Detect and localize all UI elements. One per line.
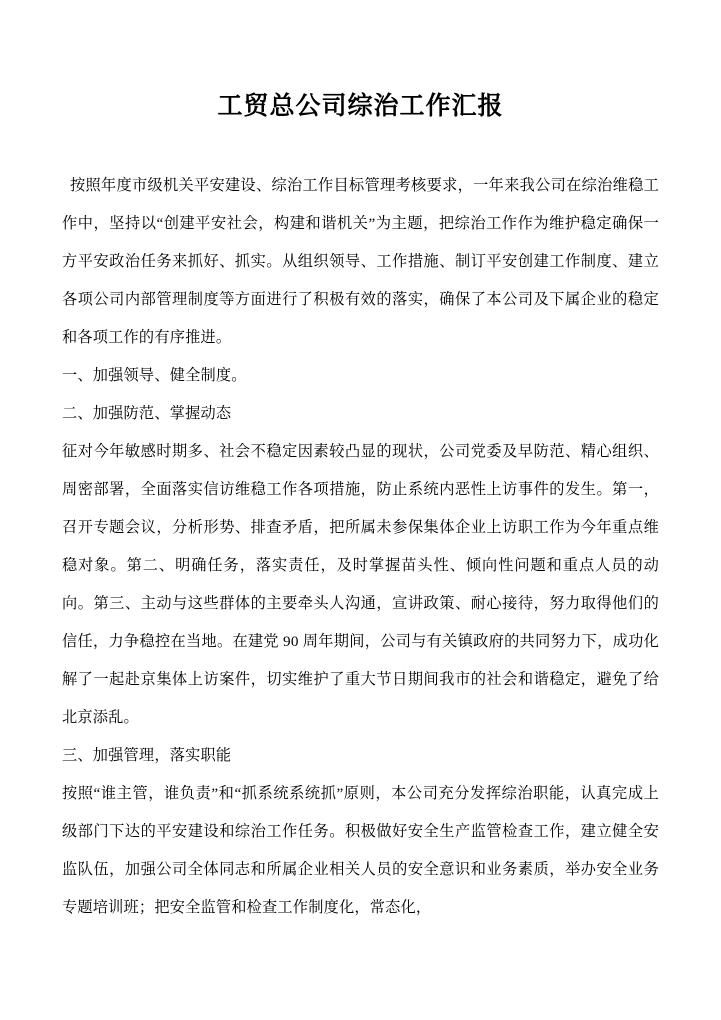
paragraph-3: 二、加强防范、掌握动态 <box>62 405 232 422</box>
paragraph-4: 征对今年敏感时期多、社会不稳定因素较凸显的现状，公司党委及早防范、精心组织、周密部署，全面落实信访维稳工作各项措施，防止系统内恶性上访事件的发生。第一，召开专题会议，分析形势、排查矛盾，把所属未参保集体企业上访职工作为今年重点维稳对象。第二、明确任务，落实责任，及时掌握苗头性、倾向性问题和重点人员的动向。第三、主动与这些群体的主要牵头人沟通，宣讲政策、耐心接待，努力取得他们的信任，力争稳控在当地。在建党 90 周年期间，公司与有关镇政府的共同努力下，成功化解了一起赴京集体上访案件，切实维护了重大节日期间我市的社会和谐稳定，避免了给北京添乱。 <box>62 443 659 726</box>
paragraph-6: 按照“谁主管，谁负责”和“抓系统系统抓”原则，本公司充分发挥综治职能，认真完成上级部门下达的平安建设和综治工作任务。积极做好安全生产监管检查工作，建立健全安监队伍，加强公司全体同志和所属企业相关人员的安全意识和业务素质，举办安全业务专题培训班；把安全监管和检查工作制度化，常态化， <box>62 785 659 916</box>
document-body <box>62 167 659 927</box>
paragraph-1: 按照年度市级机关平安建设、综治工作目标管理考核要求，一年来我公司在综治维稳工作中，坚持以“创建平安社会，构建和谐机关”为主题，把综治工作作为维护稳定确保一方平安政治任务来抓好、抓实。从组织领导、工作措施、制订平安创建工作制度、建立各项公司内部管理制度等方面进行了积极有效的落实，确保了本公司及下属企业的稳定和各项工作的有序推进。 <box>62 177 659 346</box>
page-title: 工贸总公司综治工作汇报 <box>217 91 504 120</box>
paragraph-2: 一、加强领导、健全制度。 <box>62 367 247 384</box>
paragraph-5: 三、加强管理，落实职能 <box>62 747 232 764</box>
